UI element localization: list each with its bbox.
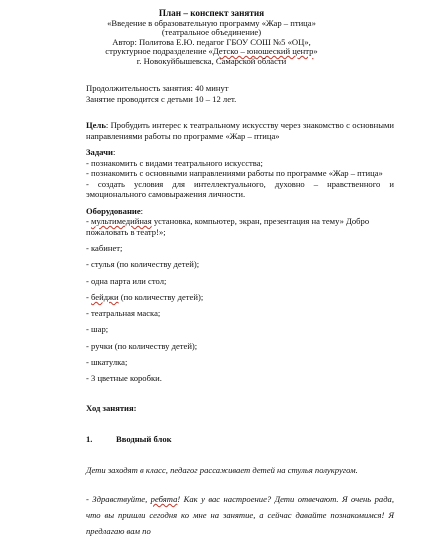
equipment-first-rest: установка, компьютер, экран, презентация на тему» Добро пожаловать в театр!»; [86,216,370,237]
equipment-item: - стулья (по количеству детей); [86,259,200,270]
equipment-item: - кабинет; [86,243,123,253]
division-text-a: структурное подразделение « [105,46,213,56]
task-item: - создать условия для интеллектуального, духовно – нравственного и эмоционального самовыражения личности. [86,178,394,199]
badges-word: бейджи [91,291,119,302]
audience-line: Занятие проводится с детьми 10 – 12 лет. [86,93,237,104]
division-text-c: » [313,46,318,56]
equipment-dash: - [86,216,92,226]
course-heading: Ход занятия: [86,403,137,413]
task-item: - познакомить с основными направлениями работы по программе «Жар – птица» [86,168,383,178]
header-association-line: (театральное объединение) [161,27,262,37]
equipment-item: - шкатулка; [86,357,128,368]
greeting-c: ! Как у вас настроение? Дети отвечают. Я очень рада, что вы пришли сегодня ко мне на занятие, а сейчас давайте познакомимся! Я предлагаю вам по [86,494,394,536]
block-number: 1. [86,434,93,444]
equipment-item: - 3 цветные коробки. [86,373,162,384]
equipment-item: - ручки (по количеству детей); [86,340,198,351]
duration-line: Продолжительность занятия: 40 минут [86,83,229,93]
equipment-item: - шар; [86,324,109,335]
equipment-first-item [86,216,394,237]
task-item: - познакомить с видами театрального искусства; [86,157,263,168]
equipment-item: - одна парта или стол; [86,275,167,286]
tasks-heading [86,147,394,158]
document-title: План – конспект занятия [158,8,265,18]
equipment-colon: : [140,205,144,216]
equipment-list [86,243,394,384]
goal-label: Цель [86,120,106,130]
header-program-line: «Введение в образовательную программу «Жар – птица» [107,17,316,28]
equipment-heading [86,206,394,217]
goal-text: : Пробудить интерес к театральному искусству через знакомство с основными направлениями работы по программе «Жар – птица» [86,120,394,141]
division-text-b: Детско – юношеский центр [212,46,314,56]
benches-dash: - [86,291,92,302]
block-label: Вводный блок [116,434,172,444]
header-author-line: Автор: Политова Е.Ю. педагог ГБОУ СОШ №5 «ОЦ», [112,36,311,47]
goal-paragraph [86,120,394,141]
intro-block-heading [86,434,172,444]
tasks-colon: : [112,147,116,157]
equipment-item: - театральная маска; [86,308,161,319]
document-header [0,9,423,66]
greeting-paragraph [86,491,394,539]
equipment-label: Оборудование [86,205,141,216]
intro-italic-text: Дети заходят в класс, педагог рассаживает детей на стулья полукругом. [86,465,358,475]
document-body [86,120,394,390]
lesson-meta [86,83,236,104]
greeting-a: - Здравствуйте, [86,494,151,504]
equipment-item [86,292,394,303]
badges-rest: (по количеству детей); [118,291,204,302]
tasks-label: Задачи [86,147,113,157]
greeting-b: ребята [150,494,178,504]
header-city-line: г. Новокуйбышевска, Самарской области [136,55,287,66]
multimedia-word: мультимедийная [91,216,152,226]
